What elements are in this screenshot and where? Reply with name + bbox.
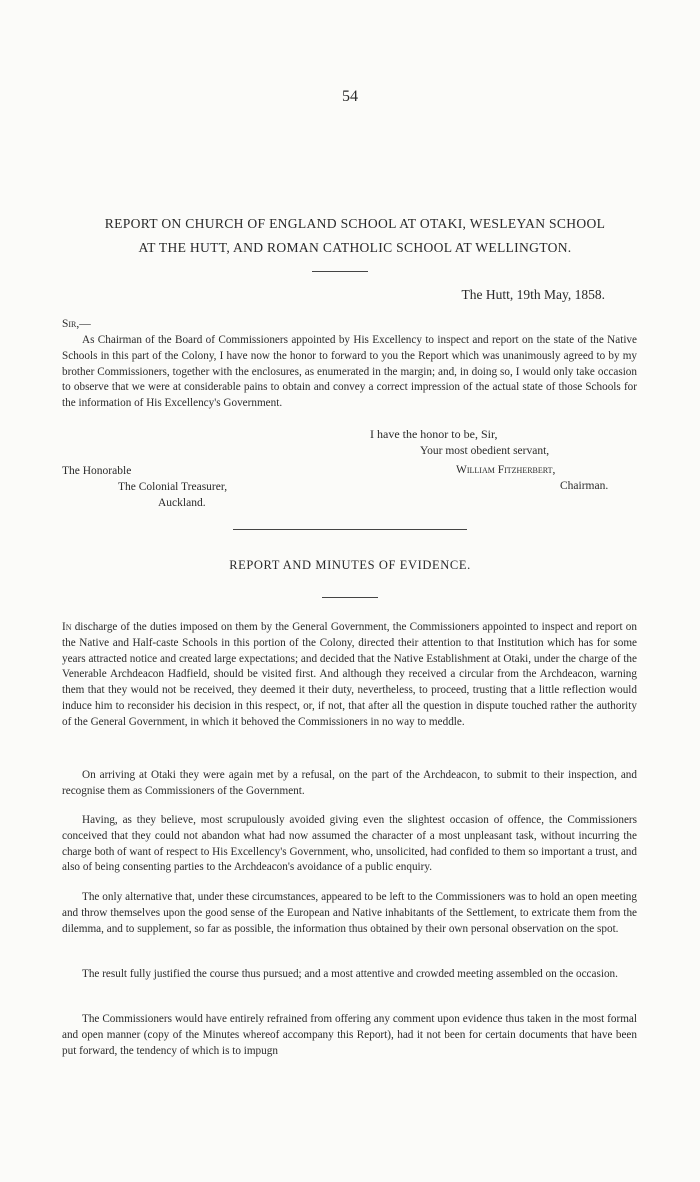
address-line-1: The Honorable	[62, 465, 132, 477]
paragraph-initial: In	[62, 621, 72, 633]
short-divider-top	[312, 271, 368, 272]
dateline: The Hutt, 19th May, 1858.	[461, 287, 605, 302]
letter-body: As Chairman of the Board of Commissioners appointed by His Excellency to inspect and report on the state of the Native Schools in this part of the Colony, I have now the honor to forward to you the Report which was unanimously agreed to by my brother Commissioners, together with the enclosures, as enumerated in the margin; and, in doing so, I would only take occasion to observe that we were at considerable pains to obtain and convey a correct impression of the actual state of those Schools for the information of His Excellency's Government.	[62, 334, 637, 410]
closing-line-1: I have the honor to be, Sir,	[370, 427, 498, 441]
report-paragraph-1	[62, 620, 637, 731]
page-number: 54	[342, 88, 358, 105]
address-line-3: Auckland.	[158, 497, 206, 509]
report-paragraph-4: The only alternative that, under these circumstances, appeared to be left to the Commissioners was to hold an open meeting and throw themselves upon the good sense of the European and Native inhabitants of the Settlement, to extricate them from the dilemma, and to supplement, so far as possible, the information thus obtained by their own personal observation on the spot.	[62, 891, 637, 935]
address-line-2: The Colonial Treasurer,	[118, 481, 228, 493]
report-paragraph-3: Having, as they believe, most scrupulously avoided giving even the slightest occasion of offence, the Commissioners conceived that they could not abandon what had now assumed the character of a most unpleasant task, without incurring the charge both of want of respect to His Excellency's Government, who, unsolicited, had confided to them so important a trust, and also of being consenting parties to the Archdeacon's avoidance of a public enquiry.	[62, 814, 637, 874]
short-divider-bottom	[322, 597, 378, 598]
closing-line-2: Your most obedient servant,	[420, 445, 550, 457]
long-divider	[233, 529, 467, 530]
report-title-line-1: REPORT ON CHURCH OF ENGLAND SCHOOL AT OTAKI, WESLEYAN SCHOOL	[104, 216, 606, 231]
report-title-line-2: AT THE HUTT, AND ROMAN CATHOLIC SCHOOL AT WELLINGTON.	[138, 240, 572, 255]
signature: William Fitzherbert,	[456, 464, 556, 476]
report-paragraph-6: The Commissioners would have entirely refrained from offering any comment upon evidence thus taken in the most formal and open manner (copy of the Minutes whereof accompany this Report), had it not been for certain documents that have been put forward, the tendency of which is to impugn	[62, 1013, 637, 1057]
section-heading: REPORT AND MINUTES OF EVIDENCE.	[229, 558, 471, 572]
signature-title: Chairman.	[560, 480, 609, 492]
salutation: Sir,—	[62, 318, 91, 330]
report-paragraph-5: The result fully justified the course thus pursued; and a most attentive and crowded meeting assembled on the occasion.	[82, 968, 618, 980]
report-paragraph-2: On arriving at Otaki they were again met by a refusal, on the part of the Archdeacon, to submit to their inspection, and recognise them as Commissioners of the Government.	[62, 769, 637, 797]
report-paragraph-1-text: discharge of the duties imposed on them by the General Government, the Commissioners appointed to inspect and report on the Native and Half-caste Schools in this portion of the Colony, directed their attention to that Institution which has for some years attracted notice and created large expectations; and decided that the Native Establishment at Otaki, under the charge of the Venerable Archdeacon Hadfield, should be visited first. And although they received a circular from the Archdeacon, warning them that they would not be received, they deemed it their duty, nevertheless, to proceed, trusting that a little reflection would induce him to reconsider his decision in this respect, or, if not, that after all the question in dispute touched rather the authority of the General Government, in which it behoved the Commissioners in no way to meddle.	[62, 621, 637, 728]
